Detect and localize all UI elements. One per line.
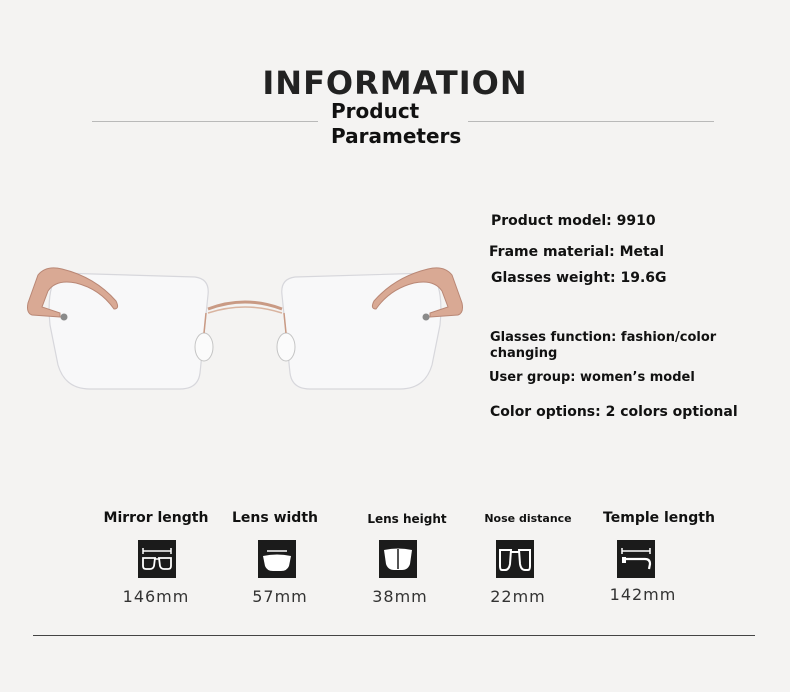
spec-label: Color options: [490, 404, 601, 420]
measure-label-mirror-length: Mirror length [103, 510, 209, 526]
spec-glasses-function [490, 330, 730, 362]
measure-value-mirror-length: 146mm [122, 587, 190, 606]
measure-value-lens-height: 38mm [372, 587, 428, 606]
spec-frame-material [489, 244, 664, 260]
measure-label-temple-length: Temple length [603, 510, 715, 526]
mirror-length-icon [138, 540, 176, 578]
spec-label: Frame material: [489, 244, 615, 260]
glasses-product-image [20, 255, 470, 405]
spec-value: fashion/color changing [490, 330, 717, 361]
measure-label-lens-height: Lens height [367, 512, 447, 526]
header-divider-left [92, 121, 318, 122]
subtitle-line-1: Product [331, 99, 420, 123]
header-divider-right [468, 121, 714, 122]
measure-label-lens-width: Lens width [231, 510, 318, 526]
measure-value-nose-distance: 22mm [490, 587, 546, 606]
page-subtitle [331, 99, 461, 149]
temple-length-icon [617, 540, 655, 578]
spec-value: 2 colors optional [605, 404, 738, 420]
spec-value: 9910 [616, 213, 656, 229]
bottom-divider [33, 635, 755, 636]
spec-color-options [490, 404, 738, 420]
lens-width-icon [258, 540, 296, 578]
measure-value-temple-length: 142mm [609, 585, 677, 604]
nose-distance-icon [496, 540, 534, 578]
spec-value: women’s model [580, 370, 695, 385]
spec-user-group [489, 370, 695, 385]
spec-label: Product model: [491, 213, 612, 229]
spec-value: Metal [619, 244, 664, 260]
spec-label: Glasses weight: [491, 270, 616, 286]
measure-label-nose-distance: Nose distance [484, 512, 572, 525]
subtitle-line-2: Parameters [331, 124, 462, 148]
page-title: INFORMATION [262, 64, 528, 102]
spec-glasses-weight [491, 270, 667, 286]
lens-height-icon [379, 540, 417, 578]
spec-product-model [491, 213, 656, 229]
spec-value: 19.6G [620, 270, 667, 286]
spec-label: Glasses function: [490, 330, 617, 345]
measure-value-lens-width: 57mm [252, 587, 308, 606]
spec-label: User group: [489, 370, 576, 385]
